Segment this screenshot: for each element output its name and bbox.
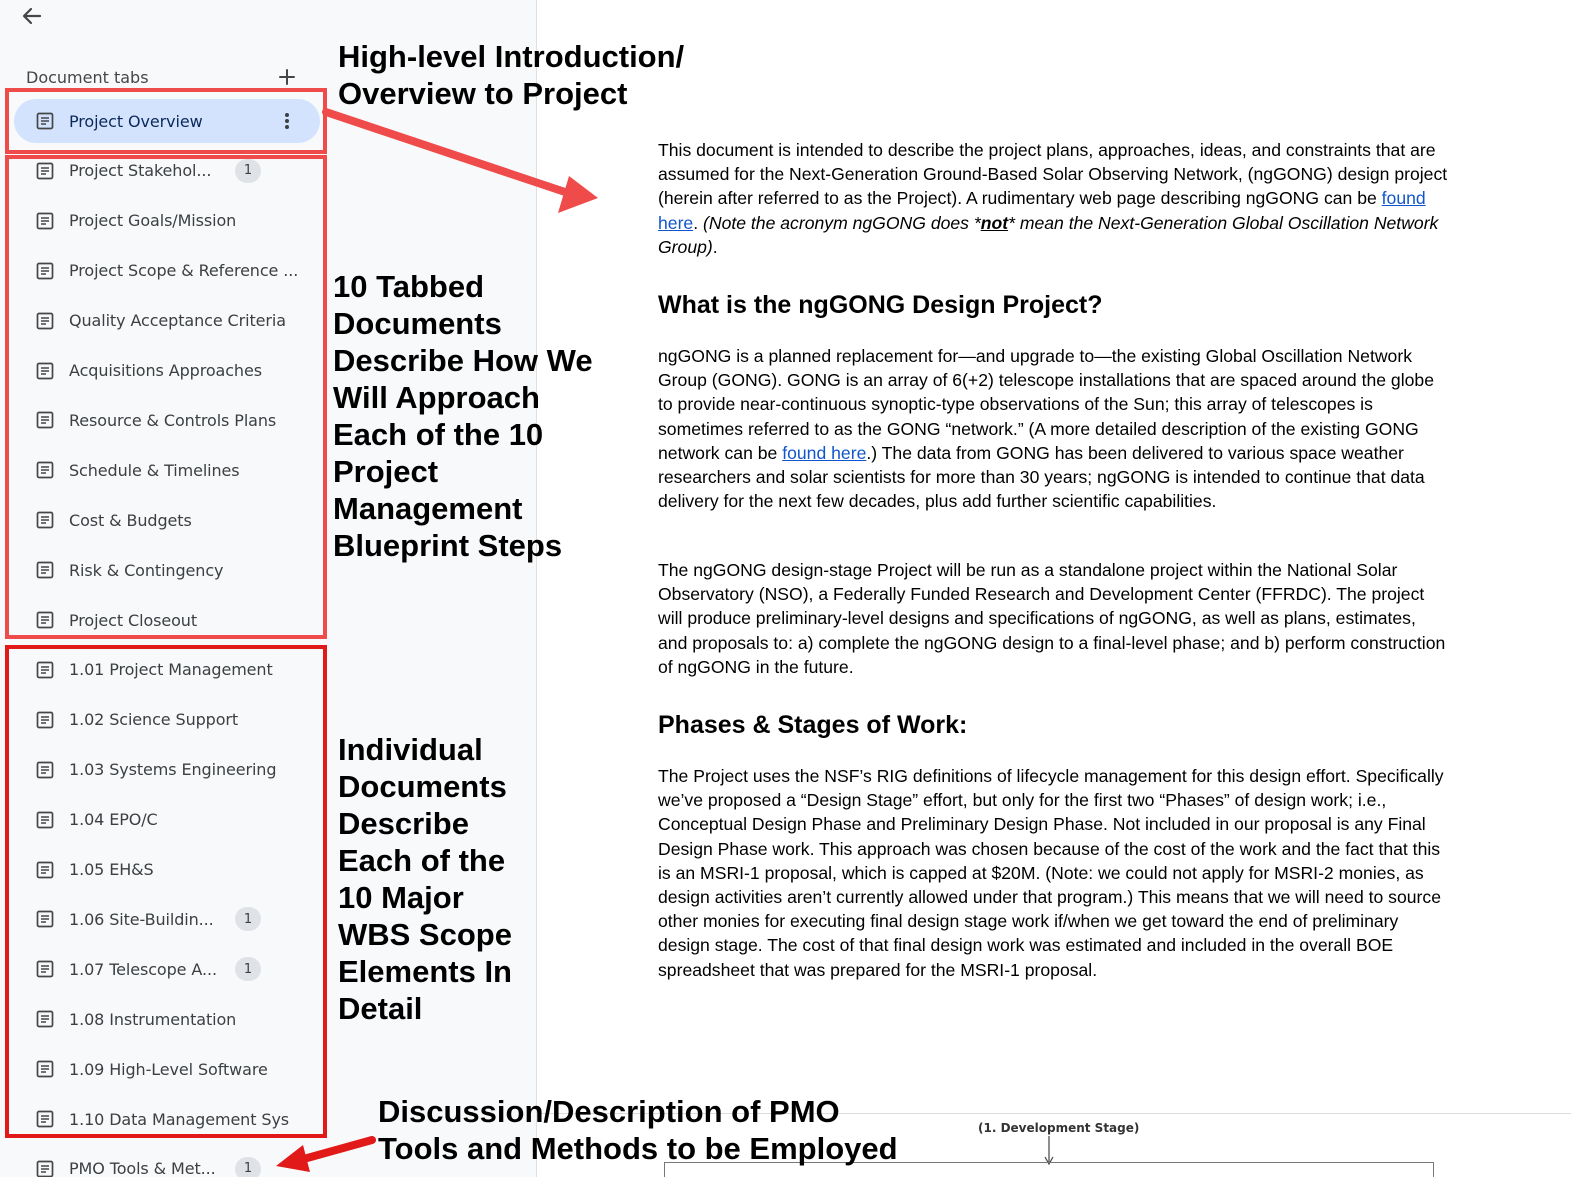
tab-label: Project Overview (69, 111, 203, 131)
gong-description-text: ngGONG is a planned replacement for—and upgrade to—the existing Global Oscillation Network Group (GONG). GONG is an array of 6(+2) telescope installations that are spaced around the globe to provide near-continuous synoptic-type observations of the Sun; this array of telescopes is sometimes referred to as the GONG “network.” (A more detailed description of the existing GONG network can be (658, 346, 1434, 463)
tab-label: 1.04 EPO/C (69, 810, 158, 830)
intro-end: . (712, 236, 718, 257)
plus-icon (276, 66, 298, 88)
comment-count-badge: 1 (235, 1157, 261, 1177)
tab-label: Risk & Contingency (69, 560, 224, 580)
tab-label: 1.01 Project Management (69, 660, 273, 680)
intro-paragraph (658, 138, 1448, 259)
tab-label: 1.02 Science Support (69, 710, 239, 730)
highlight-box-tabbed-docs (5, 155, 327, 639)
arrow-left-icon (18, 2, 46, 30)
ngGONG-web-page-link[interactable]: found here (658, 188, 1426, 233)
add-tab-button[interactable] (276, 66, 298, 88)
comment-count-badge: 1 (235, 159, 261, 183)
annotation-overview: High-level Introduction/ Overview to Project (338, 39, 685, 111)
tab-label: Project Scope & Reference ... (69, 261, 299, 281)
comment-count-badge: 1 (235, 907, 261, 931)
tab-label: 1.09 High-Level Software (69, 1059, 268, 1079)
tab-label: 1.08 Instrumentation (69, 1009, 237, 1029)
intro-text-2: . (693, 212, 703, 233)
tab-label: Project Closeout (69, 610, 198, 630)
document-icon (36, 1160, 54, 1177)
tab-label: Project Stakehol... (69, 161, 212, 181)
design-stage-paragraph: The ngGONG design-stage Project will be run as a standalone project within the National Solar Observatory (NSO), a Federally Funded Research and Development Center (FFRDC). The project will produce preliminary-level designs and specifications of ngGONG, as well as plans, estimates, and proposals to: a) complete the ngGONG design to a final-level phase; and b) perform construction of ngGONG in the future. (658, 560, 1446, 677)
annotation-tabbed-docs: 10 Tabbed Documents Describe How We Will Approach Each of the 10 Project Management Blueprint Steps (333, 269, 593, 563)
tab-item[interactable] (14, 1147, 320, 1177)
rig-lifecycle-paragraph: The Project uses the NSF’s RIG definitions of lifecycle management for this design effort. Specifically we’ve proposed a “Design Stage” effort, but only for the first two “Phases” of design work; i.e., Conceptual Design Phase and Preliminary Design Phase. Not included in our proposal is any Final Design Phase work. This approach was chosen because of the cost of the work and the fact that this is an MSRI-1 proposal, which is capped at $20M. (Note: we could not apply for MSRI-2 monies, as design activities aren’t currently allowed under that program.) This means that we will need to source other monies for executing final design stage work if/when we get toward the end of preliminary design stage. The cost of that final design work was estimated and included in the overall BOE spreadsheet that was prepared for the MSRI-1 proposal. (658, 766, 1444, 980)
tab-label: 1.10 Data Management Sys (69, 1109, 290, 1129)
tab-label: Schedule & Timelines (69, 460, 240, 480)
tab-label: Cost & Budgets (69, 510, 192, 530)
tab-label: PMO Tools & Met... (69, 1159, 216, 1177)
intro-text: This document is intended to describe the project plans, approaches, ideas, and constraints that are assumed for the Next-Generation Ground-Based Solar Observing Network, (ngGONG) design project (herein after referred to as the Project). A rudimentary web page describing ngGONG can be (658, 140, 1448, 209)
annotation-pmo-tools: Discussion/Description of PMO Tools and Methods to be Employed (378, 1094, 898, 1166)
comment-count-badge: 1 (235, 957, 261, 981)
acronym-note-2: * mean the Next-Generation Global Oscillation Network Group) (658, 212, 1439, 257)
heading-what-is-project: What is the ngGONG Design Project? (658, 291, 1103, 319)
diagram-caption: (1. Development Stage) (978, 1121, 1140, 1135)
tab-label: Acquisitions Approaches (69, 361, 262, 380)
gong-network-link[interactable]: found here (782, 442, 867, 463)
acronym-note-not: not (980, 212, 1009, 233)
back-button[interactable] (18, 2, 46, 30)
gong-description-text-2: .) The data from GONG has been delivered to various space weather researchers and solar scientists for more than 30 years; ngGONG is intended to continue that data delivery for the next few decades, plus add further scientific capabilities. (658, 442, 1425, 512)
tab-label: 1.07 Telescope A... (69, 959, 217, 979)
tab-label: Resource & Controls Plans (69, 410, 277, 430)
tab-label: Project Goals/Mission (69, 211, 237, 231)
gong-description-paragraph (658, 344, 1448, 513)
heading-phases-stages: Phases & Stages of Work: (658, 711, 968, 739)
tab-label: 1.06 Site-Buildin... (69, 909, 214, 929)
annotation-wbs-docs: Individual Documents Describe Each of the 10 Major WBS Scope Elements In Detail (338, 732, 512, 1026)
tab-label: 1.03 Systems Engineering (69, 760, 277, 780)
highlight-box-wbs-docs (5, 645, 327, 1138)
highlight-box-overview (5, 88, 327, 154)
acronym-note: (Note the acronym ngGONG does * (703, 212, 981, 233)
document-tabs-heading: Document tabs (26, 68, 149, 87)
tab-label: 1.05 EH&S (69, 860, 154, 879)
tab-label: Quality Acceptance Criteria (69, 311, 286, 331)
